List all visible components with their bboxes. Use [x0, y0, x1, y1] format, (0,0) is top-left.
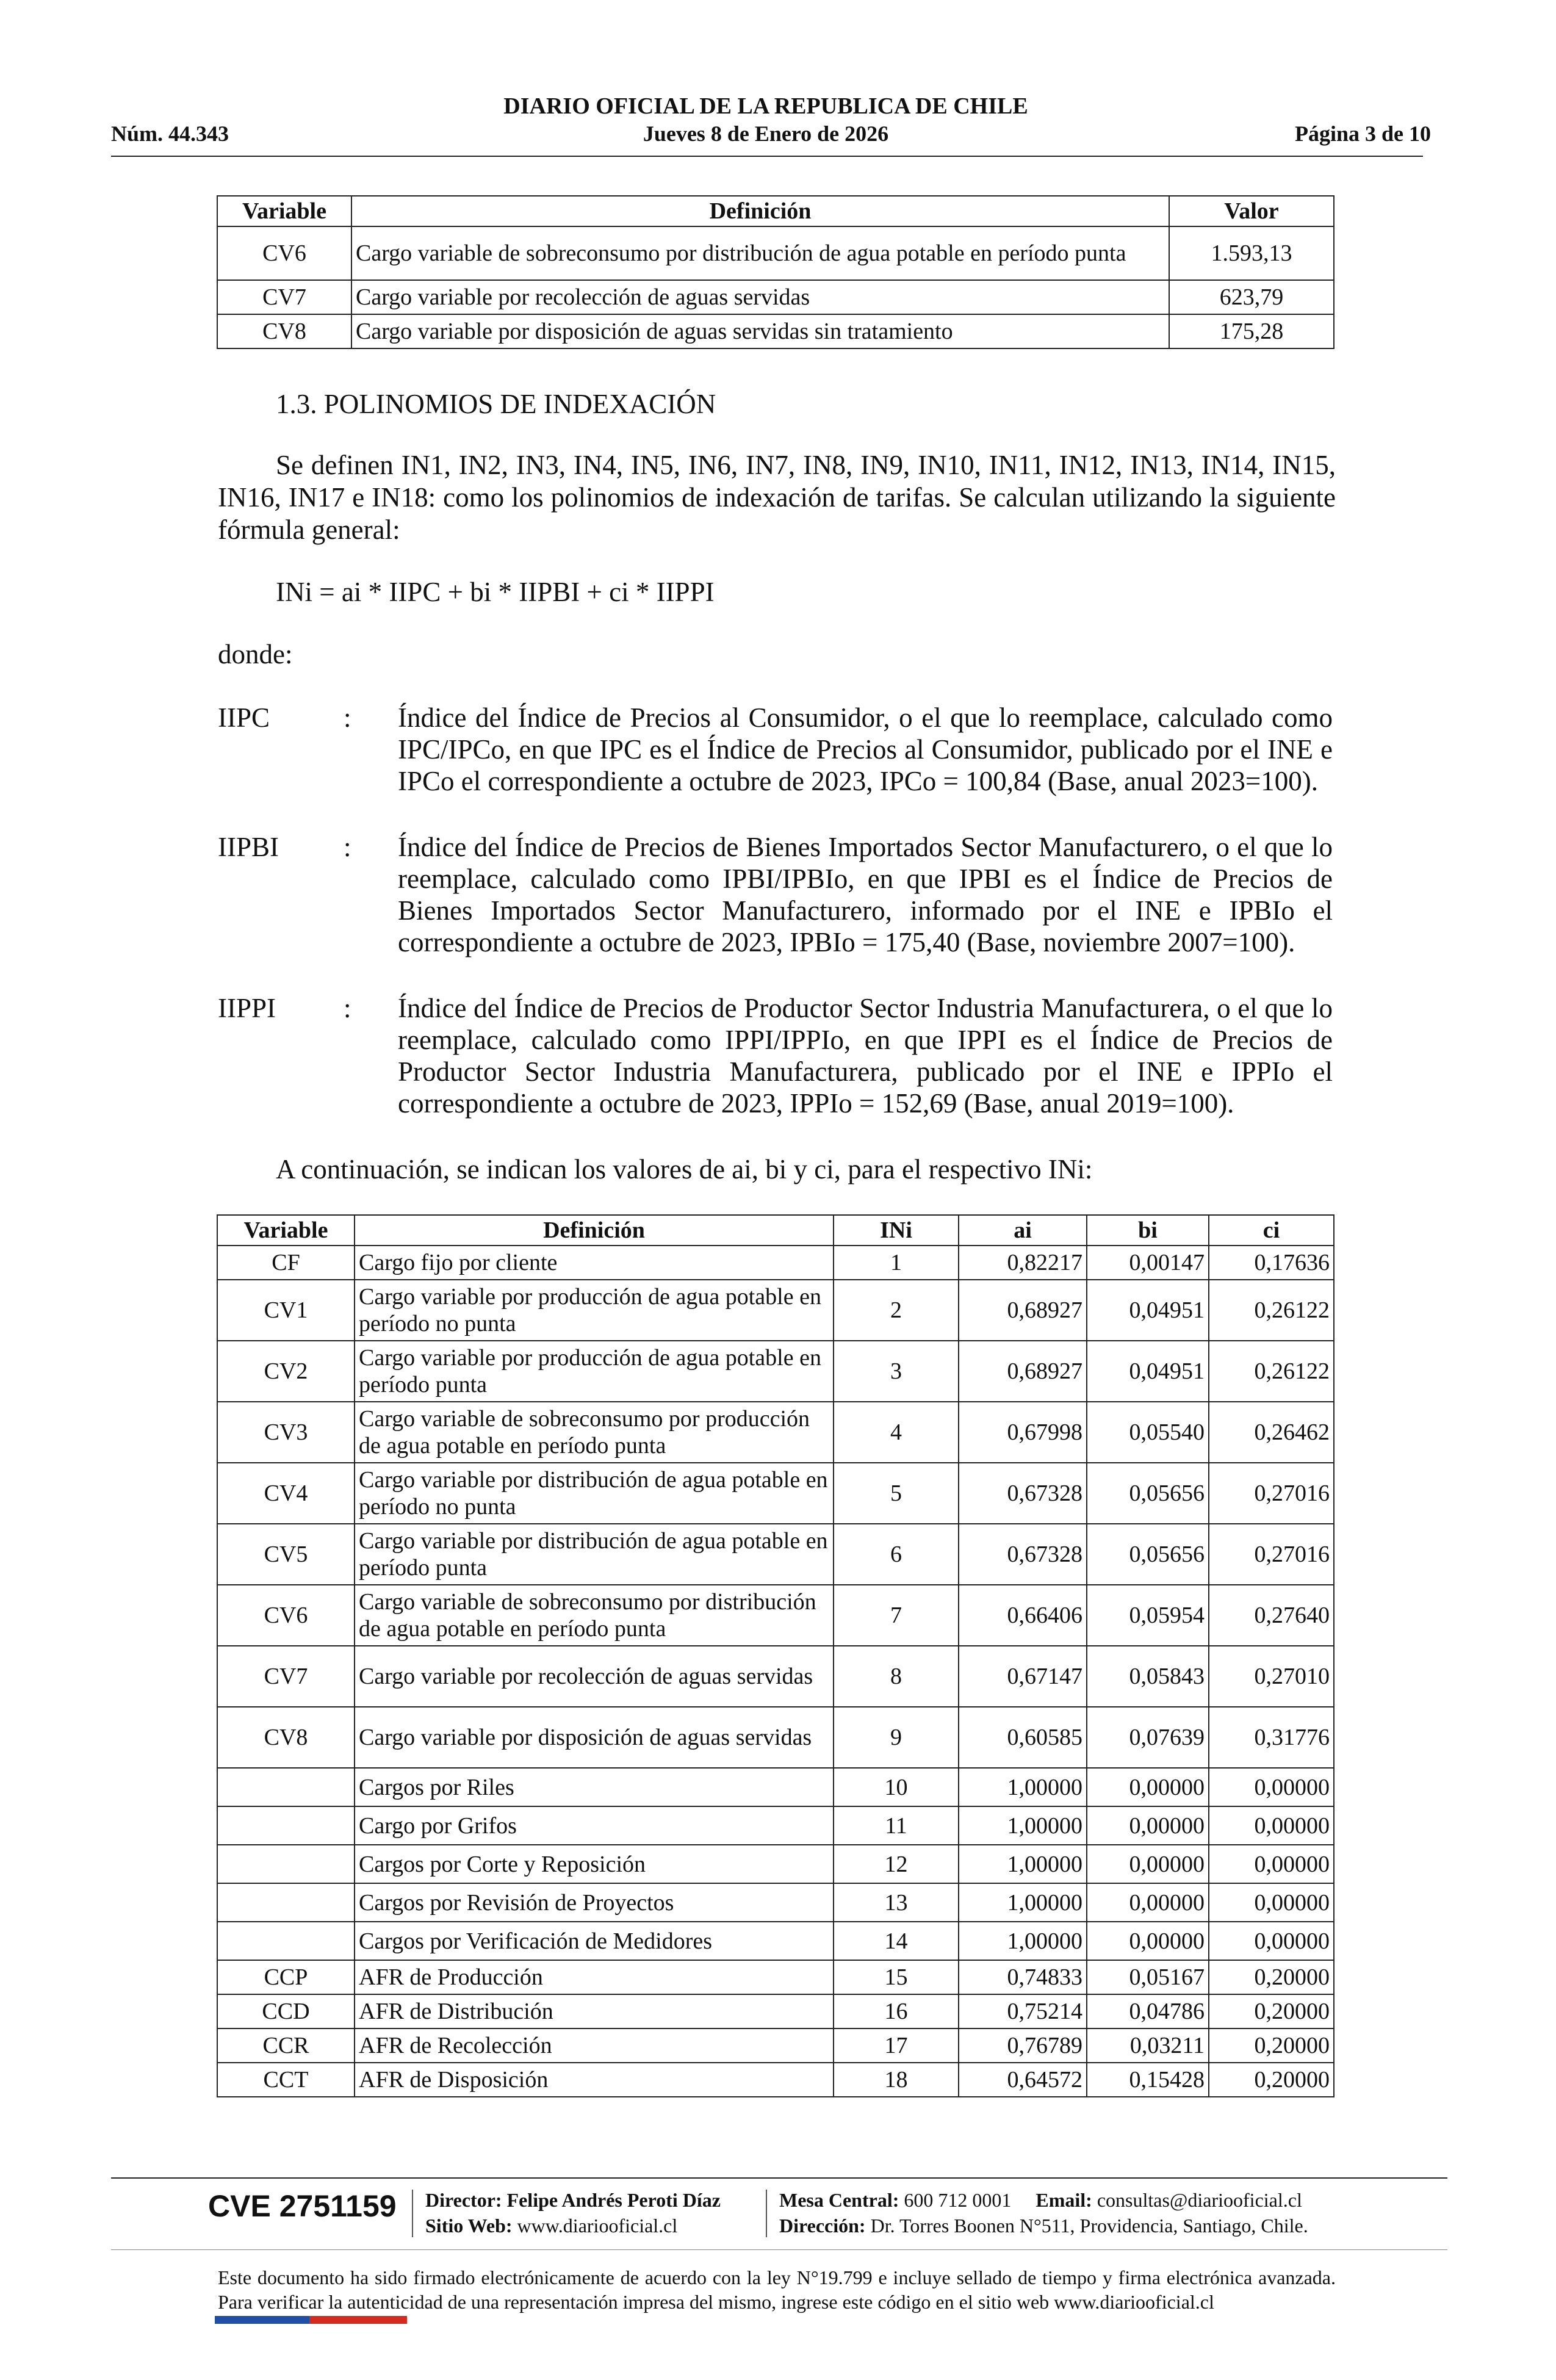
- cell-variable: CV3: [217, 1402, 355, 1463]
- cve-code: CVE 2751159: [208, 2189, 397, 2223]
- table-row: [217, 1922, 1334, 1960]
- cell-ci: 0,20000: [1209, 1994, 1334, 2028]
- cell-ci: 0,00000: [1209, 1883, 1334, 1922]
- cell-ci: 0,31776: [1209, 1707, 1334, 1768]
- cell-bi: 0,04951: [1087, 1341, 1209, 1402]
- column-header-definicion: Definición: [355, 1215, 834, 1246]
- charges-table: [217, 195, 1334, 349]
- director-label: Director:: [425, 2189, 502, 2211]
- email-link[interactable]: consultas@diariooficial.cl: [1097, 2189, 1302, 2211]
- cell-ci: 0,27016: [1209, 1524, 1334, 1585]
- definition-text: Índice del Índice de Precios de Bienes Importados Sector Manufacturero, o el que lo reemplace, calculado como IPBI/IPBIo, en que IPBI es el Índice de Precios de Bienes Importados Sector Manufacturero, informado por el INE e IPBIo el correspondiente a octubre de 2023, IPBIo = 175,40 (Base, noviembre 2007=100).: [398, 832, 1333, 957]
- definition-colon: :: [344, 832, 351, 862]
- cell-bi: 0,15428: [1087, 2063, 1209, 2097]
- cell-definicion: Cargo variable por producción de agua potable en período no punta: [355, 1280, 834, 1341]
- cell-variable: CV7: [217, 1646, 355, 1707]
- cell-bi: 0,05540: [1087, 1402, 1209, 1463]
- column-header-ai: ai: [959, 1215, 1087, 1246]
- cell-ai: 0,67328: [959, 1463, 1087, 1524]
- cell-variable: CCP: [217, 1960, 355, 1994]
- mesa-label: Mesa Central:: [779, 2189, 899, 2211]
- cell-definicion: AFR de Distribución: [355, 1994, 834, 2028]
- cell-ini: 8: [834, 1646, 959, 1707]
- cell-variable: CV8: [217, 314, 351, 348]
- cell-ai: 0,68927: [959, 1280, 1087, 1341]
- cell-ci: 0,00000: [1209, 1845, 1334, 1883]
- cell-bi: 0,07639: [1087, 1707, 1209, 1768]
- site-label: Sitio Web:: [425, 2215, 513, 2237]
- table-row: [217, 1707, 1334, 1768]
- cell-variable: CV6: [217, 1585, 355, 1646]
- cell-definicion: Cargo fijo por cliente: [355, 1246, 834, 1280]
- cell-bi: 0,04786: [1087, 1994, 1209, 2028]
- cell-ci: 0,20000: [1209, 2063, 1334, 2097]
- cell-ai: 0,75214: [959, 1994, 1087, 2028]
- cell-ai: 1,00000: [959, 1922, 1087, 1960]
- cell-ai: 1,00000: [959, 1845, 1087, 1883]
- address-line: [779, 2213, 1308, 2238]
- cell-ci: 0,00000: [1209, 1922, 1334, 1960]
- cell-definicion: Cargos por Verificación de Medidores: [355, 1922, 834, 1960]
- table-row: [217, 1524, 1334, 1585]
- cell-ini: 7: [834, 1585, 959, 1646]
- table-row: [217, 1585, 1334, 1646]
- issue-number: Núm. 44.343: [111, 121, 229, 146]
- cell-valor: 175,28: [1169, 314, 1334, 348]
- cell-valor: 1.593,13: [1169, 226, 1334, 280]
- cell-definicion: Cargo variable por disposición de aguas servidas sin tratamiento: [351, 314, 1169, 348]
- cell-bi: 0,05954: [1087, 1585, 1209, 1646]
- cell-definicion: Cargo variable por disposición de aguas servidas: [355, 1707, 834, 1768]
- cell-variable: CF: [217, 1246, 355, 1280]
- page-number: Página 3 de 10: [1294, 121, 1431, 146]
- cell-bi: 0,00000: [1087, 1806, 1209, 1845]
- cell-definicion: Cargos por Revisión de Proyectos: [355, 1883, 834, 1922]
- table-row: [217, 1806, 1334, 1845]
- cell-variable: CV4: [217, 1463, 355, 1524]
- cell-ini: 10: [834, 1768, 959, 1806]
- cell-ci: 0,20000: [1209, 1960, 1334, 1994]
- cell-definicion: Cargo por Grifos: [355, 1806, 834, 1845]
- cell-ci: 0,26122: [1209, 1341, 1334, 1402]
- cell-definicion: Cargo variable por producción de agua potable en período punta: [355, 1341, 834, 1402]
- header-divider: [111, 156, 1423, 157]
- column-header-bi: bi: [1087, 1215, 1209, 1246]
- cell-variable: [217, 1883, 355, 1922]
- cell-definicion: Cargo variable por distribución de agua potable en período no punta: [355, 1463, 834, 1524]
- cell-variable: [217, 1845, 355, 1883]
- footer-separator: [412, 2190, 413, 2237]
- cell-ini: 9: [834, 1707, 959, 1768]
- cell-variable: CCR: [217, 2028, 355, 2063]
- table-row: [217, 1280, 1334, 1341]
- legal-notice: Este documento ha sido firmado electrónicamente de acuerdo con la ley N°19.799 e incluye sellado de tiempo y firma electrónica avanzada. Para verificar la autenticidad de una representación impresa del mismo, ingrese este código en el sitio web www.diariooficial.cl: [218, 2266, 1336, 2313]
- cell-definicion: Cargo variable por recolección de aguas servidas: [351, 280, 1169, 314]
- table-row: [217, 1845, 1334, 1883]
- cell-ini: 6: [834, 1524, 959, 1585]
- cell-variable: CV2: [217, 1341, 355, 1402]
- cell-variable: [217, 1806, 355, 1845]
- cell-variable: [217, 1922, 355, 1960]
- cell-definicion: AFR de Recolección: [355, 2028, 834, 2063]
- table-header-row: [217, 196, 1334, 226]
- cell-variable: CV5: [217, 1524, 355, 1585]
- cell-ai: 0,66406: [959, 1585, 1087, 1646]
- footer-divider: [111, 2177, 1447, 2179]
- intro-paragraph: Se definen IN1, IN2, IN3, IN4, IN5, IN6, IN7, IN8, IN9, IN10, IN11, IN12, IN13, IN14, IN15, IN16, IN17 e IN18: como los polinomios de indexación de tarifas. Se calculan utilizando la siguiente fórmula general:: [218, 450, 1336, 545]
- definition-colon: :: [344, 993, 351, 1023]
- cell-bi: 0,00147: [1087, 1246, 1209, 1280]
- column-header-ci: ci: [1209, 1215, 1334, 1246]
- table-row: [217, 2028, 1334, 2063]
- cell-variable: CV7: [217, 280, 351, 314]
- definition-term: IIPC: [218, 702, 270, 733]
- cell-ini: 14: [834, 1922, 959, 1960]
- cell-ci: 0,26122: [1209, 1280, 1334, 1341]
- cell-ai: 0,74833: [959, 1960, 1087, 1994]
- cell-valor: 623,79: [1169, 280, 1334, 314]
- email-label: Email:: [1036, 2189, 1092, 2211]
- cell-ini: 11: [834, 1806, 959, 1845]
- cell-definicion: Cargos por Corte y Reposición: [355, 1845, 834, 1883]
- cell-ai: 0,60585: [959, 1707, 1087, 1768]
- issue-date: Jueves 8 de Enero de 2026: [643, 121, 889, 146]
- cell-bi: 0,00000: [1087, 1845, 1209, 1883]
- cell-variable: CV6: [217, 226, 351, 280]
- cell-variable: [217, 1768, 355, 1806]
- cell-bi: 0,00000: [1087, 1883, 1209, 1922]
- cell-bi: 0,05167: [1087, 1960, 1209, 1994]
- donde-label: donde:: [218, 639, 293, 669]
- continuation-paragraph: A continuación, se indican los valores de ai, bi y ci, para el respectivo INi:: [276, 1154, 1093, 1185]
- cell-ini: 15: [834, 1960, 959, 1994]
- table-row: [217, 314, 1334, 348]
- column-header-definicion: Definición: [351, 196, 1169, 226]
- cell-ai: 1,00000: [959, 1883, 1087, 1922]
- cell-variable: CV8: [217, 1707, 355, 1768]
- indexation-formula: INi = ai * IIPC + bi * IIPBI + ci * IIPPI: [276, 577, 715, 607]
- cell-ini: 2: [834, 1280, 959, 1341]
- cell-definicion: Cargo variable de sobreconsumo por producción de agua potable en período punta: [355, 1402, 834, 1463]
- cell-variable: CV1: [217, 1280, 355, 1341]
- table-row: [217, 1768, 1334, 1806]
- mesa-value: 600 712 0001: [904, 2189, 1012, 2211]
- table-row: [217, 2063, 1334, 2097]
- cell-bi: 0,04951: [1087, 1280, 1209, 1341]
- column-header-valor: Valor: [1169, 196, 1334, 226]
- table-row: [217, 226, 1334, 280]
- flag-stripe-blue: [215, 2316, 309, 2324]
- table-row: [217, 1402, 1334, 1463]
- table-row: [217, 1646, 1334, 1707]
- footer-divider: [111, 2249, 1447, 2250]
- definition-text: Índice del Índice de Precios al Consumidor, o el que lo reemplace, calculado como IPC/IPCo, en que IPC es el Índice de Precios al Consumidor, publicado por el INE e IPCo el correspondiente a octubre de 2023, IPCo = 100,84 (Base, anual 2023=100).: [398, 702, 1333, 796]
- cell-ini: 12: [834, 1845, 959, 1883]
- cell-ini: 18: [834, 2063, 959, 2097]
- contact-line: [779, 2187, 1302, 2213]
- cell-ini: 5: [834, 1463, 959, 1524]
- cell-ini: 13: [834, 1883, 959, 1922]
- cell-bi: 0,05843: [1087, 1646, 1209, 1707]
- section-heading: 1.3. POLINOMIOS DE INDEXACIÓN: [276, 389, 716, 419]
- cell-ini: 3: [834, 1341, 959, 1402]
- cell-ci: 0,17636: [1209, 1246, 1334, 1280]
- table-row: [217, 1246, 1334, 1280]
- cell-definicion: Cargo variable por recolección de aguas servidas: [355, 1646, 834, 1707]
- cell-ci: 0,27016: [1209, 1463, 1334, 1524]
- definition-text: Índice del Índice de Precios de Productor Sector Industria Manufacturera, o el que lo reemplace, calculado como IPPI/IPPIo, en que IPPI es el Índice de Precios de Productor Sector Industria Manufacturera, publicado por el INE e IPPIo el correspondiente a octubre de 2023, IPPIo = 152,69 (Base, anual 2019=100).: [398, 993, 1333, 1119]
- cell-ci: 0,27010: [1209, 1646, 1334, 1707]
- cell-ai: 0,64572: [959, 2063, 1087, 2097]
- column-header-variable: Variable: [217, 1215, 355, 1246]
- cell-ai: 1,00000: [959, 1806, 1087, 1845]
- cell-variable: CCT: [217, 2063, 355, 2097]
- table-header-row: [217, 1215, 1334, 1246]
- footer-separator: [766, 2190, 767, 2237]
- cell-ai: 1,00000: [959, 1768, 1087, 1806]
- definition-term: IIPBI: [218, 832, 279, 862]
- cell-ci: 0,00000: [1209, 1806, 1334, 1845]
- table-body: [217, 1246, 1334, 2097]
- cell-definicion: Cargo variable de sobreconsumo por distribución de agua potable en período punta: [351, 226, 1169, 280]
- definition-colon: :: [344, 702, 351, 733]
- cell-ini: 1: [834, 1246, 959, 1280]
- table-row: [217, 1463, 1334, 1524]
- cell-ai: 0,68927: [959, 1341, 1087, 1402]
- cell-bi: 0,05656: [1087, 1463, 1209, 1524]
- cell-variable: CCD: [217, 1994, 355, 2028]
- cell-bi: 0,03211: [1087, 2028, 1209, 2063]
- cell-ai: 0,76789: [959, 2028, 1087, 2063]
- cell-definicion: Cargo variable de sobreconsumo por distribución de agua potable en período punta: [355, 1585, 834, 1646]
- cell-ci: 0,26462: [1209, 1402, 1334, 1463]
- cell-ini: 17: [834, 2028, 959, 2063]
- table-row: [217, 280, 1334, 314]
- column-header-ini: INi: [834, 1215, 959, 1246]
- cell-bi: 0,00000: [1087, 1768, 1209, 1806]
- table-row: [217, 1341, 1334, 1402]
- cell-definicion: AFR de Disposición: [355, 2063, 834, 2097]
- site-line: [425, 2213, 677, 2238]
- cell-ai: 0,67147: [959, 1646, 1087, 1707]
- table-row: [217, 1960, 1334, 1994]
- cell-ai: 0,67328: [959, 1524, 1087, 1585]
- director-line: [425, 2187, 721, 2213]
- cell-definicion: AFR de Producción: [355, 1960, 834, 1994]
- cell-ini: 16: [834, 1994, 959, 2028]
- flag-stripe-red: [309, 2316, 407, 2324]
- cell-ai: 0,82217: [959, 1246, 1087, 1280]
- cell-ci: 0,20000: [1209, 2028, 1334, 2063]
- cell-ci: 0,00000: [1209, 1768, 1334, 1806]
- definition-term: IIPPI: [218, 993, 276, 1023]
- column-header-variable: Variable: [217, 196, 351, 226]
- indexation-coefficients-table: [217, 1214, 1334, 2097]
- table-row: [217, 1994, 1334, 2028]
- site-link[interactable]: www.diariooficial.cl: [517, 2215, 678, 2237]
- direccion-value: Dr. Torres Boonen N°511, Providencia, Santiago, Chile.: [870, 2215, 1308, 2237]
- table-row: [217, 1883, 1334, 1922]
- cell-definicion: Cargos por Riles: [355, 1768, 834, 1806]
- cell-bi: 0,05656: [1087, 1524, 1209, 1585]
- newspaper-title: DIARIO OFICIAL DE LA REPUBLICA DE CHILE: [503, 93, 1028, 119]
- cell-ci: 0,27640: [1209, 1585, 1334, 1646]
- cell-ai: 0,67998: [959, 1402, 1087, 1463]
- cell-definicion: Cargo variable por distribución de agua potable en período punta: [355, 1524, 834, 1585]
- cell-ini: 4: [834, 1402, 959, 1463]
- cell-bi: 0,00000: [1087, 1922, 1209, 1960]
- director-name: Felipe Andrés Peroti Díaz: [506, 2189, 721, 2211]
- direccion-label: Dirección:: [779, 2215, 866, 2237]
